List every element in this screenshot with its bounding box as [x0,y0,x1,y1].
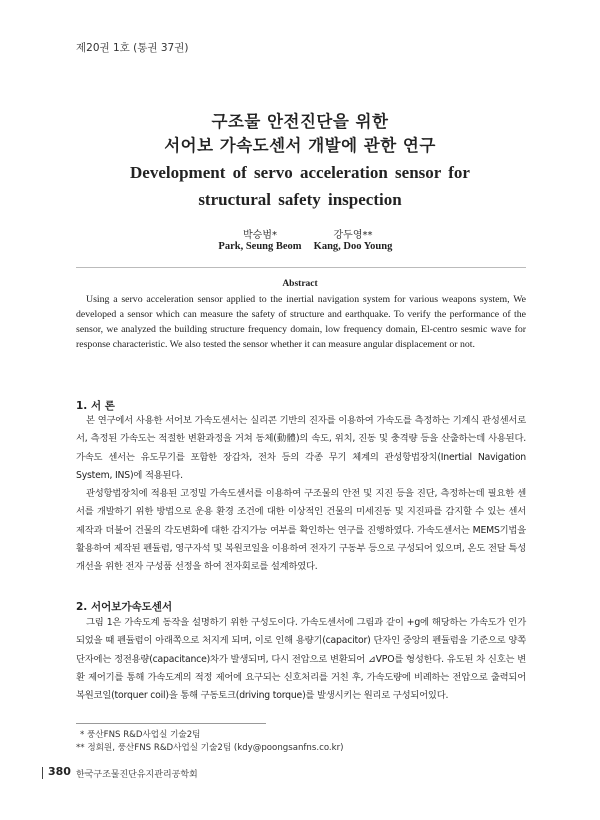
footer-divider [42,767,43,779]
author-2-korean-name: 강두영** [333,230,373,241]
journal-issue-header: 제20권 1호 (통권 37권) [76,42,189,54]
author-1-english-name: Park, Seung Beom [218,241,302,252]
abstract-text: Using a servo acceleration sensor applied to the inertial navigation system for various weapons system, We developed a sensor which can measure the safety of structure and earthquake. To verify the performance of the sensor, we analyzed the building structure frequency domain, low frequency domain, El-centro sesmic wave for response characteristic. We also tested the sensor whether it can measure angular displacement or not. [76,294,526,350]
footnote-2: ** 정회원, 풍산FNS R&D사업실 기술2팀 (kdy@poongsanfns.co.kr) [76,743,344,753]
section-2-title: 2. 서어보가속도센서 [76,601,173,613]
page-number: 380 [48,765,71,778]
footnote-1: * 풍산FNS R&D사업실 기술2팀 [80,730,201,740]
korean-title-line-2: 서어보 가속도센서 개발에 관한 연구 [164,136,436,155]
section-1-title: 1. 서 론 [76,400,115,412]
english-title-line-1: Development of servo acceleration sensor for [130,163,470,182]
korean-title-line-1: 구조물 안전진단을 위한 [211,112,389,131]
footnote-rule [76,723,266,724]
abstract-top-rule [76,267,526,268]
section-1-paragraph-1: 본 연구에서 사용한 서어보 가속도센서는 실리콘 기반의 진자를 이용하여 가속도를 측정하는 기계식 관성센서로서, 측정된 가속도는 적절한 변환과정을 거쳐 동체(動體)의 속도, 위치, 진동 및 충격량 등을 산출하는데 사용된다. 가속도 센서는 유도무기를 포함한 장갑차, 전차 등의 각종 무기 체계의 관성항법장치(Inertial Navigation System, INS)에 적용된다. [76,415,526,481]
abstract-heading: Abstract [282,279,318,289]
author-1-korean-name: 박승범* [243,230,277,241]
author-2 [293,226,413,252]
english-title-line-2: structural safety inspection [198,190,402,209]
section-2-paragraph-1: 그림 1은 가속도계 동작을 설명하기 위한 구성도이다. 가속도센서에 그림과 같이 +g에 해당하는 가속도가 인가되었을 때 펜듈럼이 아래쪽으로 처지게 되며, 이로 인해 용량기(capacitor) 단자인 중앙의 펜듈럼을 기준으로 양쪽 단자에는 정전용량(capacitance)차가 발생되며, 다시 전압으로 변환되어 ⊿VPO를 형성한다. 유도된 차 신호는 변환 제어기를 통해 가속도계의 적정 제어에 요구되는 신호처리를 거친 후, 가속도량에 비례하는 전압으로 출력되어 복원코일(torquer coil)을 통해 구동토크(driving torque)를 발생시키는 원리로 구성되어있다. [76,617,526,702]
author-2-english-name: Kang, Doo Young [313,241,393,252]
journal-name: 한국구조물진단유지관리공학회 [76,770,198,780]
section-1-paragraph-2: 관성항법장치에 적용된 고정밀 가속도센서를 이용하여 구조물의 안전 및 지진 등을 진단, 측정하는데 필요한 센서를 개발하기 위한 방법으로 운용 환경 조건에 대한 이상적인 건물의 미세진동 및 지진파를 감지할 수 있는 센서 제작과 더불어 건물의 각도변화에 대한 감지가능 여부를 확인하는 연구를 진행하였다. 가속도센서는 MEMS기법을 활용하여 제작된 펜듈럼, 영구자석 및 복원코일을 이용하여 전자기 구동부 등으로 구성되어 있으며, 온도 전달 특성 개선을 위한 전자 구성품 선정을 하여 전자회로를 설계하였다. [76,488,526,573]
